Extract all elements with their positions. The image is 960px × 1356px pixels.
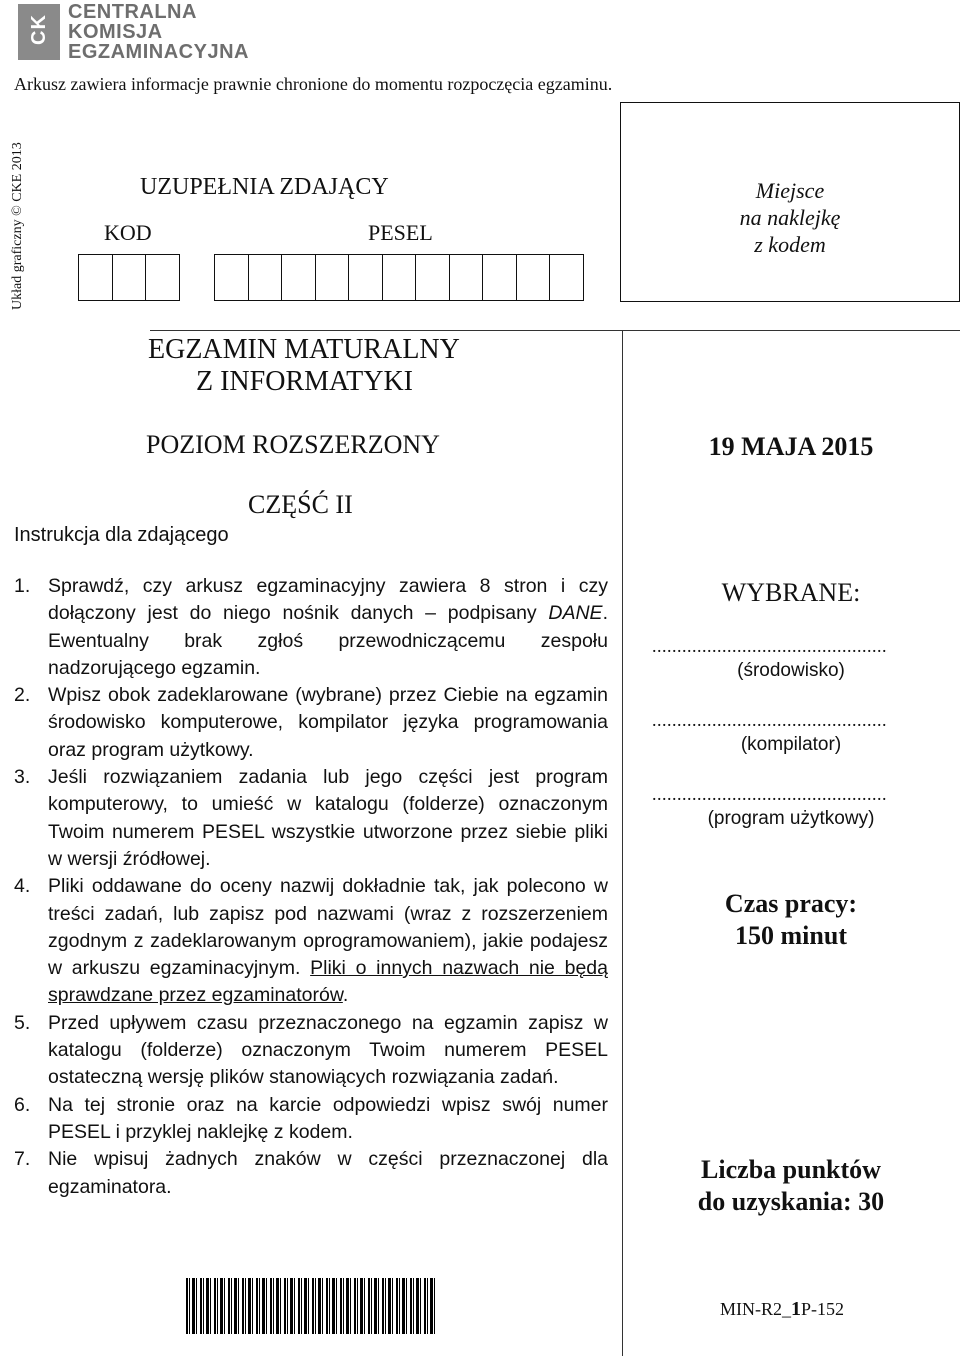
- program-label: (program użytkowy): [707, 808, 875, 829]
- side-copyright-label: Układ graficzny © CKE 2013: [10, 142, 25, 310]
- work-time: Czas pracy: 150 minut: [724, 889, 858, 950]
- logo-text-line3: EGZAMINACYJNA: [68, 41, 249, 63]
- kod-label: KOD: [104, 220, 152, 245]
- kod-digit-box[interactable]: [145, 254, 180, 301]
- pesel-digit-box[interactable]: [248, 254, 283, 301]
- list-item: 6. Na tej stronie oraz na karcie odpowiedzi wpisz swój numer PESEL i przyklej naklejkę z kodem.: [14, 1093, 608, 1143]
- exam-level: POZIOM ROZSZERZONY: [146, 430, 440, 459]
- pesel-digit-box[interactable]: [315, 254, 350, 301]
- exam-part: CZĘŚĆ II: [248, 490, 353, 519]
- code-sticker-area: [620, 102, 960, 302]
- pesel-digit-box[interactable]: [449, 254, 484, 301]
- kod-input-boxes: [78, 254, 179, 301]
- pesel-digit-box[interactable]: [214, 254, 249, 301]
- logo-text-line2: KOMISJA: [68, 21, 163, 43]
- kod-digit-box[interactable]: [112, 254, 147, 301]
- list-item: 3. Jeśli rozwiązaniem zadania lub jego części jest program komputerowy, to umieść w katalogu (folderze) oznaczonym Twoim numerem PESEL wszystkie utworzone przez siebie pliki w wersji źródłowej.: [14, 766, 608, 870]
- compiler-field[interactable]: ...............................................: [652, 710, 887, 730]
- selected-heading: WYBRANE:: [721, 578, 861, 607]
- pesel-digit-box[interactable]: [482, 254, 517, 301]
- pesel-digit-box[interactable]: [348, 254, 383, 301]
- list-item: 5. Przed upływem czasu przeznaczonego na egzamin zapisz w katalogu (folderze) oznaczonym Twoim numerem PESEL ostateczną wersję plików stanowiących rozwiązania zadań.: [14, 1011, 608, 1089]
- exam-title: EGZAMIN MATURALNY: [148, 334, 460, 365]
- pesel-label: PESEL: [368, 220, 433, 245]
- environment-field[interactable]: ...............................................: [652, 636, 887, 656]
- program-field[interactable]: ...............................................: [652, 784, 887, 804]
- sheet-code: MIN-R2_1P-152: [720, 1298, 845, 1320]
- max-points: Liczba punktów do uzyskania: 30: [697, 1155, 885, 1216]
- pesel-digit-box[interactable]: [382, 254, 417, 301]
- compiler-label: (kompilator): [740, 734, 842, 755]
- exam-subject: Z INFORMATYKI: [196, 366, 413, 397]
- environment-label: (środowisko): [737, 660, 845, 681]
- list-item: 1. Sprawdź, czy arkusz egzaminacyjny zawiera 8 stron i czy dołączony jest do niego nośnik danych – podpisany DANE. Ewentualny brak zgłoś przewodniczącemu zespołu nadzorującego egzamin.: [14, 575, 608, 679]
- barcode: [186, 1278, 438, 1334]
- pesel-input-boxes: [214, 254, 583, 301]
- pesel-digit-box[interactable]: [415, 254, 450, 301]
- instructions-list: [14, 573, 608, 1201]
- instructions-heading: Instrukcja dla zdającego: [14, 524, 229, 546]
- list-item: 7. Nie wpisuj żadnych znaków w części przeznaczonej dla egzaminatora.: [14, 1148, 608, 1198]
- horizontal-divider: [150, 330, 960, 331]
- pesel-digit-box[interactable]: [516, 254, 551, 301]
- legal-notice: Arkusz zawiera informacje prawnie chronione do momentu rozpoczęcia egzaminu.: [14, 74, 613, 94]
- pesel-digit-box[interactable]: [549, 254, 584, 301]
- candidate-fill-heading: UZUPEŁNIA ZDAJĄCY: [140, 174, 389, 200]
- list-item: 2. Wpisz obok zadeklarowane (wybrane) przez Ciebie na egzamin środowisko komputerowe, kompilator języka programowania oraz program użytkowy.: [14, 684, 608, 761]
- sticker-instruction: Miejsce na naklejkę z kodem: [739, 178, 841, 257]
- logo-text-line1: CENTRALNA: [68, 1, 197, 23]
- cke-logo-mark: CK: [18, 4, 60, 60]
- kod-digit-box[interactable]: [78, 254, 113, 301]
- list-item: 4. Pliki oddawane do oceny nazwij dokładnie tak, jak polecono w treści zadań, lub zapisz pod nazwami (wraz z rozszerzeniem zgodnym z zadeklarowanym oprogramowaniem), jakie podajesz w arkuszu egzaminacyjnym. Pliki o innych nazwach nie będą sprawdzane przez egzaminatorów.: [14, 875, 608, 1007]
- exam-date: 19 MAJA 2015: [708, 432, 874, 461]
- pesel-digit-box[interactable]: [281, 254, 316, 301]
